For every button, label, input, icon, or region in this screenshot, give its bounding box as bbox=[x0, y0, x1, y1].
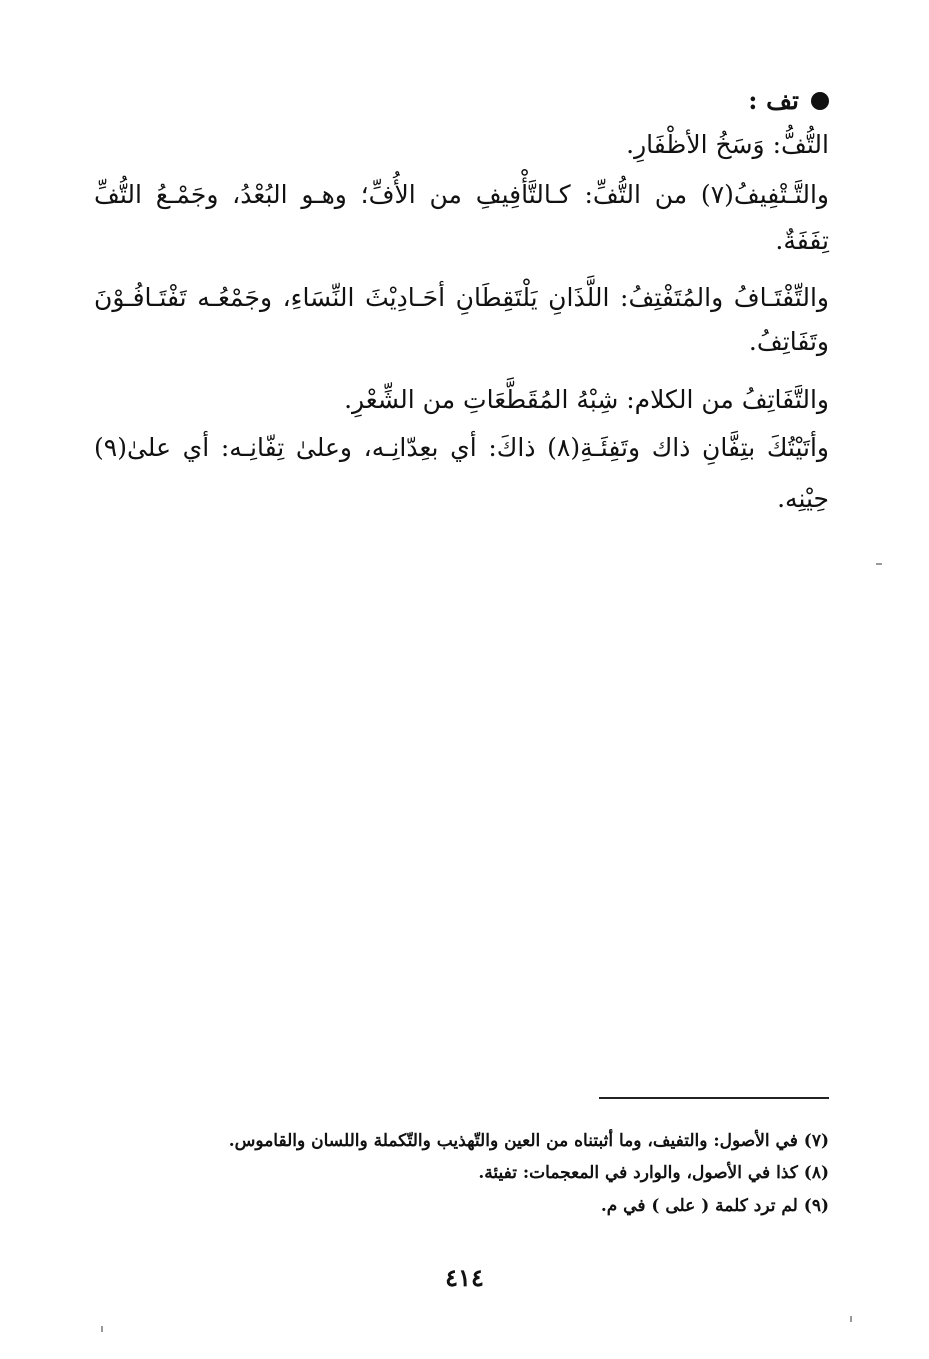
entry-line-2: والتَّـتْفِيفُ(٧) من التُّفِّ: كـالتَّأْفِيفِ من الأُفِّ؛ وهـو البُعْدُ، وجَمْـعُ التُّفِّ bbox=[94, 180, 829, 209]
footnote-8: (٨) كذا في الأصول، والوارد في المعجمات: تفيئة. bbox=[478, 1163, 829, 1183]
entry-line-4: والتِّفْتَـافُ والمُتَفْتِفُ: اللَّذَانِ يَلْتَقِطَانِ أحَـادِيْثَ النِّسَاءِ، وجَمْعُـه تَفْتَـافُـوْنَ bbox=[94, 283, 829, 312]
entry-line-8: حِيْنِه. bbox=[777, 484, 829, 513]
entry-line-3: تِفَفَةٌ. bbox=[775, 226, 829, 255]
page-number: ٤١٤ bbox=[445, 1263, 484, 1292]
entry-line-6: والتَّفَاتِفُ من الكلام: شِبْهُ المُقَطَّعَاتِ من الشِّعْرِ. bbox=[344, 385, 829, 414]
entry-heading-text: تف : bbox=[748, 86, 799, 115]
scan-speck bbox=[876, 563, 882, 565]
entry-line-5: وتَفَاتِفُ. bbox=[748, 327, 829, 356]
entry-line-1: التُّفُّ: وَسَخُ الأظْفَارِ. bbox=[626, 130, 829, 159]
entry-line-7: وأتَيْتُكَ بتِفَّانِ ذاك وتَفِئَـةِ(٨) ذاكَ: أي بعِدّانِـه، وعلىٰ تِفّانِـه: أي علىٰ(٩) bbox=[94, 433, 829, 462]
scan-speck bbox=[850, 1316, 852, 1322]
footnote-9: (٩) لم ترد كلمة ( على ) في م. bbox=[600, 1196, 829, 1216]
scan-speck bbox=[101, 1326, 103, 1332]
footnote-7: (٧) في الأصول: والتفيف، وما أثبتناه من العين والتّهذيب والتّكملة واللسان والقاموس. bbox=[228, 1131, 829, 1151]
footnotes bbox=[94, 0, 829, 1240]
